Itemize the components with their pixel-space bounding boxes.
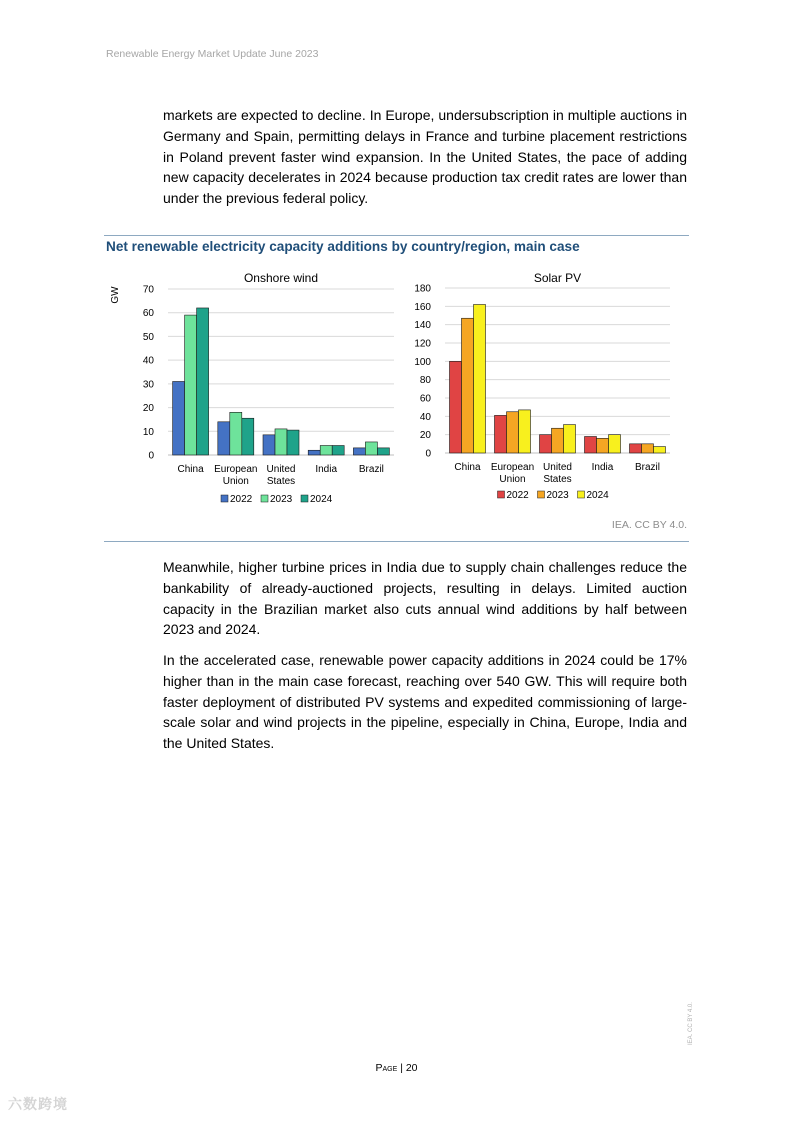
bar (377, 448, 389, 455)
bar (507, 412, 519, 453)
x-tick-label: United (266, 464, 296, 475)
legend-label: 2023 (546, 490, 569, 501)
watermark: 六数跨境 (8, 1096, 68, 1112)
bar (642, 444, 654, 453)
legend-swatch (538, 491, 545, 498)
y-tick-label: 0 (148, 450, 154, 462)
bar (263, 435, 275, 455)
x-tick-label: Brazil (634, 462, 661, 473)
y-tick-label: 40 (142, 355, 154, 367)
bar (564, 425, 576, 453)
x-tick-label: India (315, 464, 338, 475)
figure-bottom-rule (104, 541, 689, 542)
bar (495, 415, 507, 453)
legend-label: 2024 (586, 490, 609, 501)
x-tick-label: European (490, 462, 535, 473)
bar (540, 435, 552, 453)
bar (308, 450, 320, 455)
bar (474, 305, 486, 454)
legend-swatch (301, 495, 308, 502)
bar (519, 410, 531, 453)
y-tick-label: 180 (414, 283, 431, 295)
bar (242, 418, 254, 455)
y-tick-label: 120 (414, 338, 431, 350)
y-tick-label: 60 (142, 308, 154, 320)
y-tick-label: 100 (414, 356, 431, 368)
bar (552, 428, 564, 453)
y-tick-label: 50 (142, 331, 154, 343)
figure-credit: IEA. CC BY 4.0. (611, 519, 687, 531)
y-axis-label: GW (110, 286, 121, 304)
chart-title: Solar PV (533, 271, 582, 285)
chart-title: Onshore wind (243, 271, 319, 285)
page-number-value: 20 (405, 1062, 418, 1074)
y-tick-label: 10 (142, 426, 154, 438)
side-credit: IEA. CC BY 4.0. (688, 1002, 694, 1045)
y-tick-label: 40 (419, 411, 431, 423)
legend-label: 2023 (270, 494, 293, 505)
x-tick-label: United (543, 462, 572, 473)
bar (462, 318, 474, 453)
bar (597, 438, 609, 453)
bar (218, 422, 230, 455)
body-paragraph-2: Meanwhile, higher turbine prices in India due to supply chain challenges reduce the bankability of already-auctioned projects, resulting in delays. Limited auction capacity in the Brazilian market also cuts annual wind additions by half between 2023 and 2024. (163, 559, 687, 638)
page-label: Page (375, 1062, 398, 1074)
legend-swatch (498, 491, 505, 498)
figure-top-rule (104, 235, 689, 236)
x-tick-label: Union (222, 476, 249, 487)
y-tick-label: 80 (419, 375, 431, 387)
bar (332, 446, 344, 455)
bar (654, 447, 666, 453)
bar (585, 437, 597, 454)
bar (185, 315, 197, 455)
x-tick-label: States (543, 474, 572, 485)
x-tick-label: India (591, 462, 614, 473)
figure-title: Net renewable electricity capacity additions by country/region, main case (106, 239, 580, 254)
bar (197, 308, 209, 455)
solar-pv-chart (408, 266, 688, 512)
x-tick-label: European (214, 464, 258, 475)
bar (353, 448, 365, 455)
legend-label: 2022 (230, 494, 253, 505)
x-tick-label: Brazil (358, 464, 384, 475)
x-tick-label: China (454, 462, 481, 473)
bar (275, 429, 287, 455)
x-tick-label: Union (499, 474, 526, 485)
y-tick-label: 30 (142, 379, 154, 391)
body-paragraph-3: In the accelerated case, renewable power capacity additions in 2024 could be 17% higher than in the main case forecast, reaching over 540 GW. This will require both faster deployment of distributed PV systems and expedited commissioning of large-scale solar and wind projects in the pipeline, especially in China, Europe, India and the United States. (163, 652, 687, 752)
bar (320, 446, 332, 455)
x-tick-label: States (266, 476, 296, 487)
body-paragraph-1: markets are expected to decline. In Europe, undersubscription in multiple auctions in Germany and Spain, permitting delays in France and turbine placement restrictions in Poland prevent faster wind expansion. In the United States, the pace of adding new capacity decelerates in 2024 because production tax credit rates are lower than under the previous federal policy. (163, 107, 687, 207)
y-tick-label: 70 (142, 284, 154, 296)
x-tick-label: China (177, 464, 204, 475)
y-tick-label: 160 (414, 301, 431, 313)
legend-swatch (578, 491, 585, 498)
page-separator: | (400, 1062, 403, 1074)
bar (287, 430, 299, 455)
y-tick-label: 140 (414, 320, 431, 332)
legend-swatch (261, 495, 268, 502)
bar (173, 381, 185, 455)
running-header: Renewable Energy Market Update June 2023 (106, 48, 319, 60)
y-tick-label: 60 (419, 393, 431, 405)
legend-swatch (221, 495, 228, 502)
bar (230, 412, 242, 455)
y-tick-label: 0 (425, 448, 431, 460)
bar (365, 442, 377, 455)
legend-label: 2024 (310, 494, 333, 505)
bar (609, 435, 621, 453)
onshore-wind-chart (104, 266, 404, 512)
y-tick-label: 20 (419, 430, 431, 442)
legend-label: 2022 (506, 490, 529, 501)
bar (450, 361, 462, 453)
y-tick-label: 20 (142, 403, 154, 415)
page-number (0, 1062, 793, 1074)
bar (630, 444, 642, 453)
